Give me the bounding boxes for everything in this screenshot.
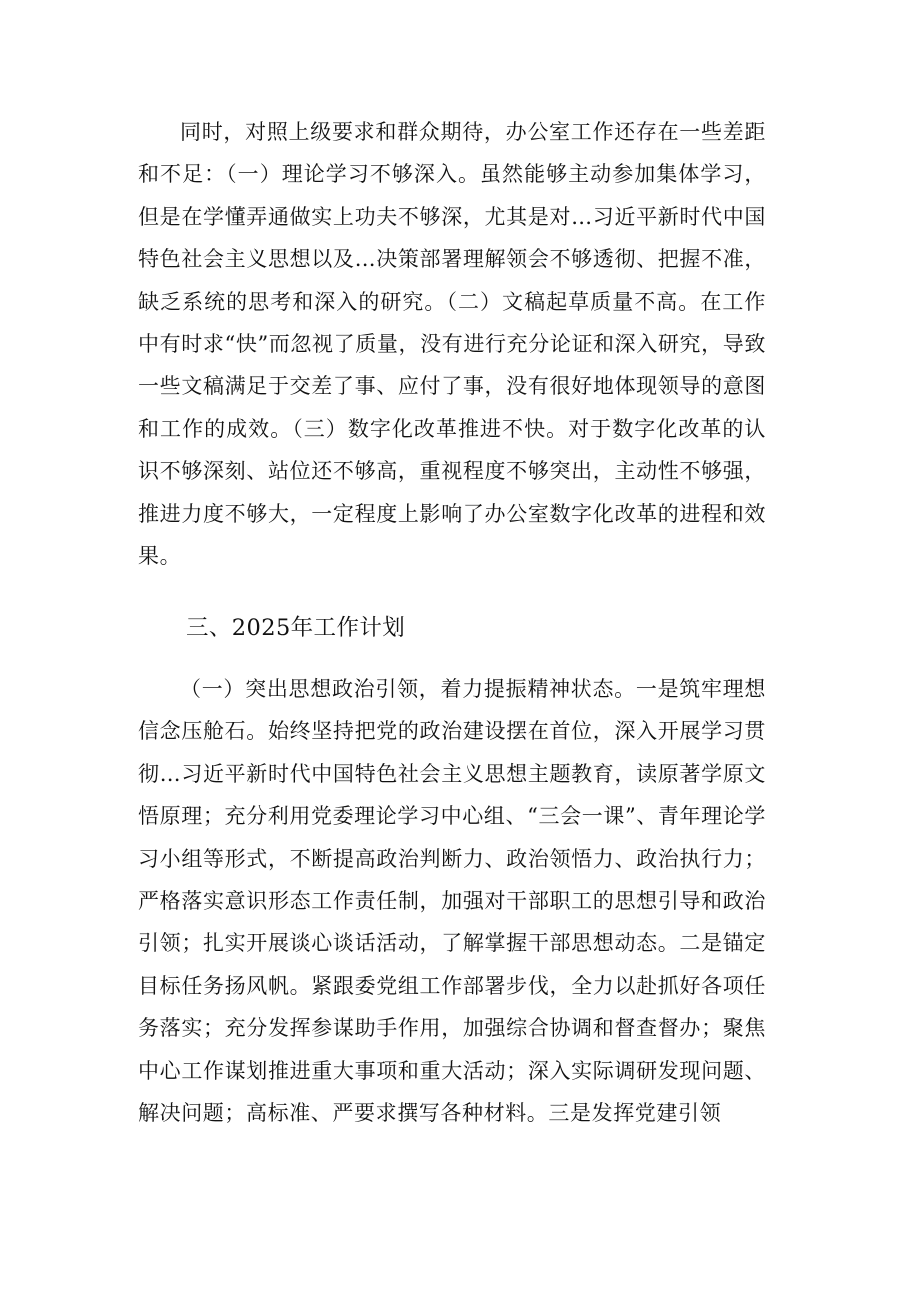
paragraph-ideological-guidance: （一）突出思想政治引领，着力提振精神状态。一是筑牢理想信念压舱石。始终坚持把党的政治建设摆在首位，深入开展学习贯彻…习近平新时代中国特色社会主义思想主题教育，读原著学原文悟原理；充分利用党委理论学习中心组、“三会一课”、青年理论学习小组等形式，不断提高政治判断力、政治领悟力、政治执行力；严格落实意识形态工作责任制，加强对干部职工的思想引导和政治引领；扎实开展谈心谈话活动，了解掌握干部思想动态。二是锚定目标任务扬风帆。紧跟委党组工作部署步伐，全力以赴抓好各项任务落实；充分发挥参谋助手作用，加强综合协调和督查督办；聚焦中心工作谋划推进重大事项和重大活动；深入实际调研发现问题、解决问题；高标准、严要求撰写各种材料。三是发挥党建引领	[138, 677, 766, 1126]
paragraph-shortcomings: 同时，对照上级要求和群众期待，办公室工作还存在一些差距和不足：（一）理论学习不够深入。虽然能够主动参加集体学习，但是在学懂弄通做实上功夫不够深，尤其是对…习近平新时代中国特色社会主义思想以及…决策部署理解领会不够透彻、把握不准，缺乏系统的思考和深入的研究。（二）文稿起草质量不高。在工作中有时求“快”而忽视了质量，没有进行充分论证和深入研究，导致一些文稿满足于交差了事、应付了事，没有很好地体现领导的意图和工作的成效。（三）数字化改革推进不快。对于数字化改革的认识不够深刻、站位还不够高，重视程度不够突出，主动性不够强，推进力度不够大，一定程度上影响了办公室数字化改革的进程和效果。	[138, 120, 766, 569]
section-heading-work-plan: 三、2025年工作计划	[186, 615, 406, 641]
